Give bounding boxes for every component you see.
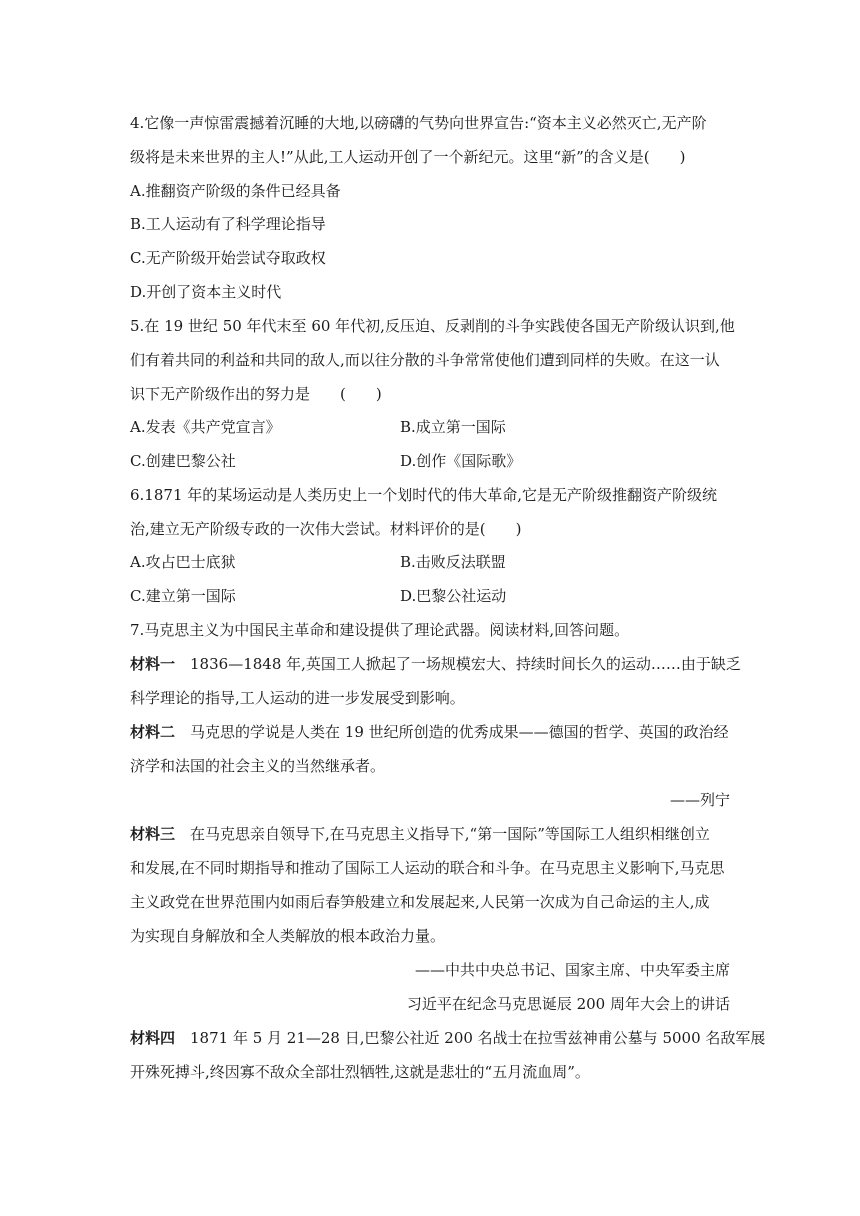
q6-option-d: D.巴黎公社运动 <box>400 587 507 605</box>
material3-label: 材料三 <box>130 825 176 843</box>
q6-option-a: A.攻占巴士底狱 <box>130 553 236 571</box>
q7-material4-line2: 开殊死搏斗,终因寡不敌众全部壮烈牺牲,这就是悲壮的“五月流血周”。 <box>130 1063 590 1081</box>
material4-text: 1871 年 5 月 21—28 日,巴黎公社近 200 名战士在拉雪兹神甫公墓与 5000 名敌军展 <box>175 1029 766 1047</box>
q5-stem-line2: 们有着共同的利益和共同的敌人,而以往分散的斗争常常使他们遭到同样的失败。在这一认 <box>130 351 720 369</box>
q5-stem-line1: 5.在 19 世纪 50 年代末至 60 年代初,反压迫、反剥削的斗争实践使各国无产阶级认识到,他 <box>130 317 735 335</box>
material1-label: 材料一 <box>130 655 176 673</box>
q7-material2-line2: 济学和法国的社会主义的当然继承者。 <box>130 757 386 775</box>
material4-label: 材料四 <box>130 1029 176 1047</box>
q7-material3-line1 <box>130 824 710 844</box>
q7-material3-line3: 主义政党在世界范围内如雨后春笋般建立和发展起来,人民第一次成为自己命运的主人,成 <box>130 893 710 911</box>
q7-material3-line4: 为实现自身解放和全人类解放的根本政治力量。 <box>130 927 446 945</box>
q5-option-c: C.创建巴黎公社 <box>130 452 236 470</box>
q6-option-c: C.建立第一国际 <box>130 587 236 605</box>
q7-stem: 7.马克思主义为中国民主革命和建设提供了理论武器。阅读材料,回答问题。 <box>130 621 630 639</box>
q4-stem-line1: 4.它像一声惊雷震撼着沉睡的大地,以磅礴的气势向世界宣告:“资本主义必然灭亡,无产阶 <box>130 114 707 132</box>
q6-stem-line1: 6.1871 年的某场运动是人类历史上一个划时代的伟大革命,它是无产阶级推翻资产阶级统 <box>130 486 718 504</box>
q6-option-b: B.击败反法联盟 <box>400 553 506 571</box>
q4-option-c: C.无产阶级开始尝试夺取政权 <box>130 249 326 267</box>
q5-option-b: B.成立第一国际 <box>400 418 506 436</box>
q4-option-b: B.工人运动有了科学理论指导 <box>130 215 326 233</box>
q5-stem-line3: 识下无产阶级作出的努力是 ( ) <box>130 385 382 403</box>
q7-material3-line2: 和发展,在不同时期指导和推动了国际工人运动的联合和斗争。在马克思主义影响下,马克思 <box>130 859 725 877</box>
q5-option-d: D.创作《国际歌》 <box>400 452 522 470</box>
material2-text: 马克思的学说是人类在 19 世纪所创造的优秀成果——德国的哲学、英国的政治经 <box>175 723 729 741</box>
q4-option-a: A.推翻资产阶级的条件已经具备 <box>130 182 341 200</box>
q5-option-a: A.发表《共产党宣言》 <box>130 418 281 436</box>
material2-label: 材料二 <box>130 723 176 741</box>
q4-stem-line2: 级将是未来世界的主人!”从此,工人运动开创了一个新纪元。这里“新”的含义是( ) <box>130 148 686 166</box>
material3-source-line2: 习近平在纪念马克思诞辰 200 周年大会上的讲话 <box>406 995 730 1013</box>
q7-material4-line1 <box>130 1028 765 1048</box>
q7-material2-line1 <box>130 722 729 742</box>
material3-source-line1: ——中共中央总书记、国家主席、中央军委主席 <box>414 961 730 979</box>
material2-source: ——列宁 <box>669 791 730 809</box>
q7-material1-line2: 科学理论的指导,工人运动的进一步发展受到影响。 <box>130 689 465 707</box>
material1-text: 1836—1848 年,英国工人掀起了一场规模宏大、持续时间长久的运动……由于缺乏 <box>175 655 741 673</box>
q4-option-d: D.开创了资本主义时代 <box>130 283 282 301</box>
q7-material1-line1 <box>130 654 741 674</box>
material3-text: 在马克思亲自领导下,在马克思主义指导下,“第一国际”等国际工人组织相继创立 <box>175 825 710 843</box>
q6-stem-line2: 治,建立无产阶级专政的一次伟大尝试。材料评价的是( ) <box>130 520 522 538</box>
